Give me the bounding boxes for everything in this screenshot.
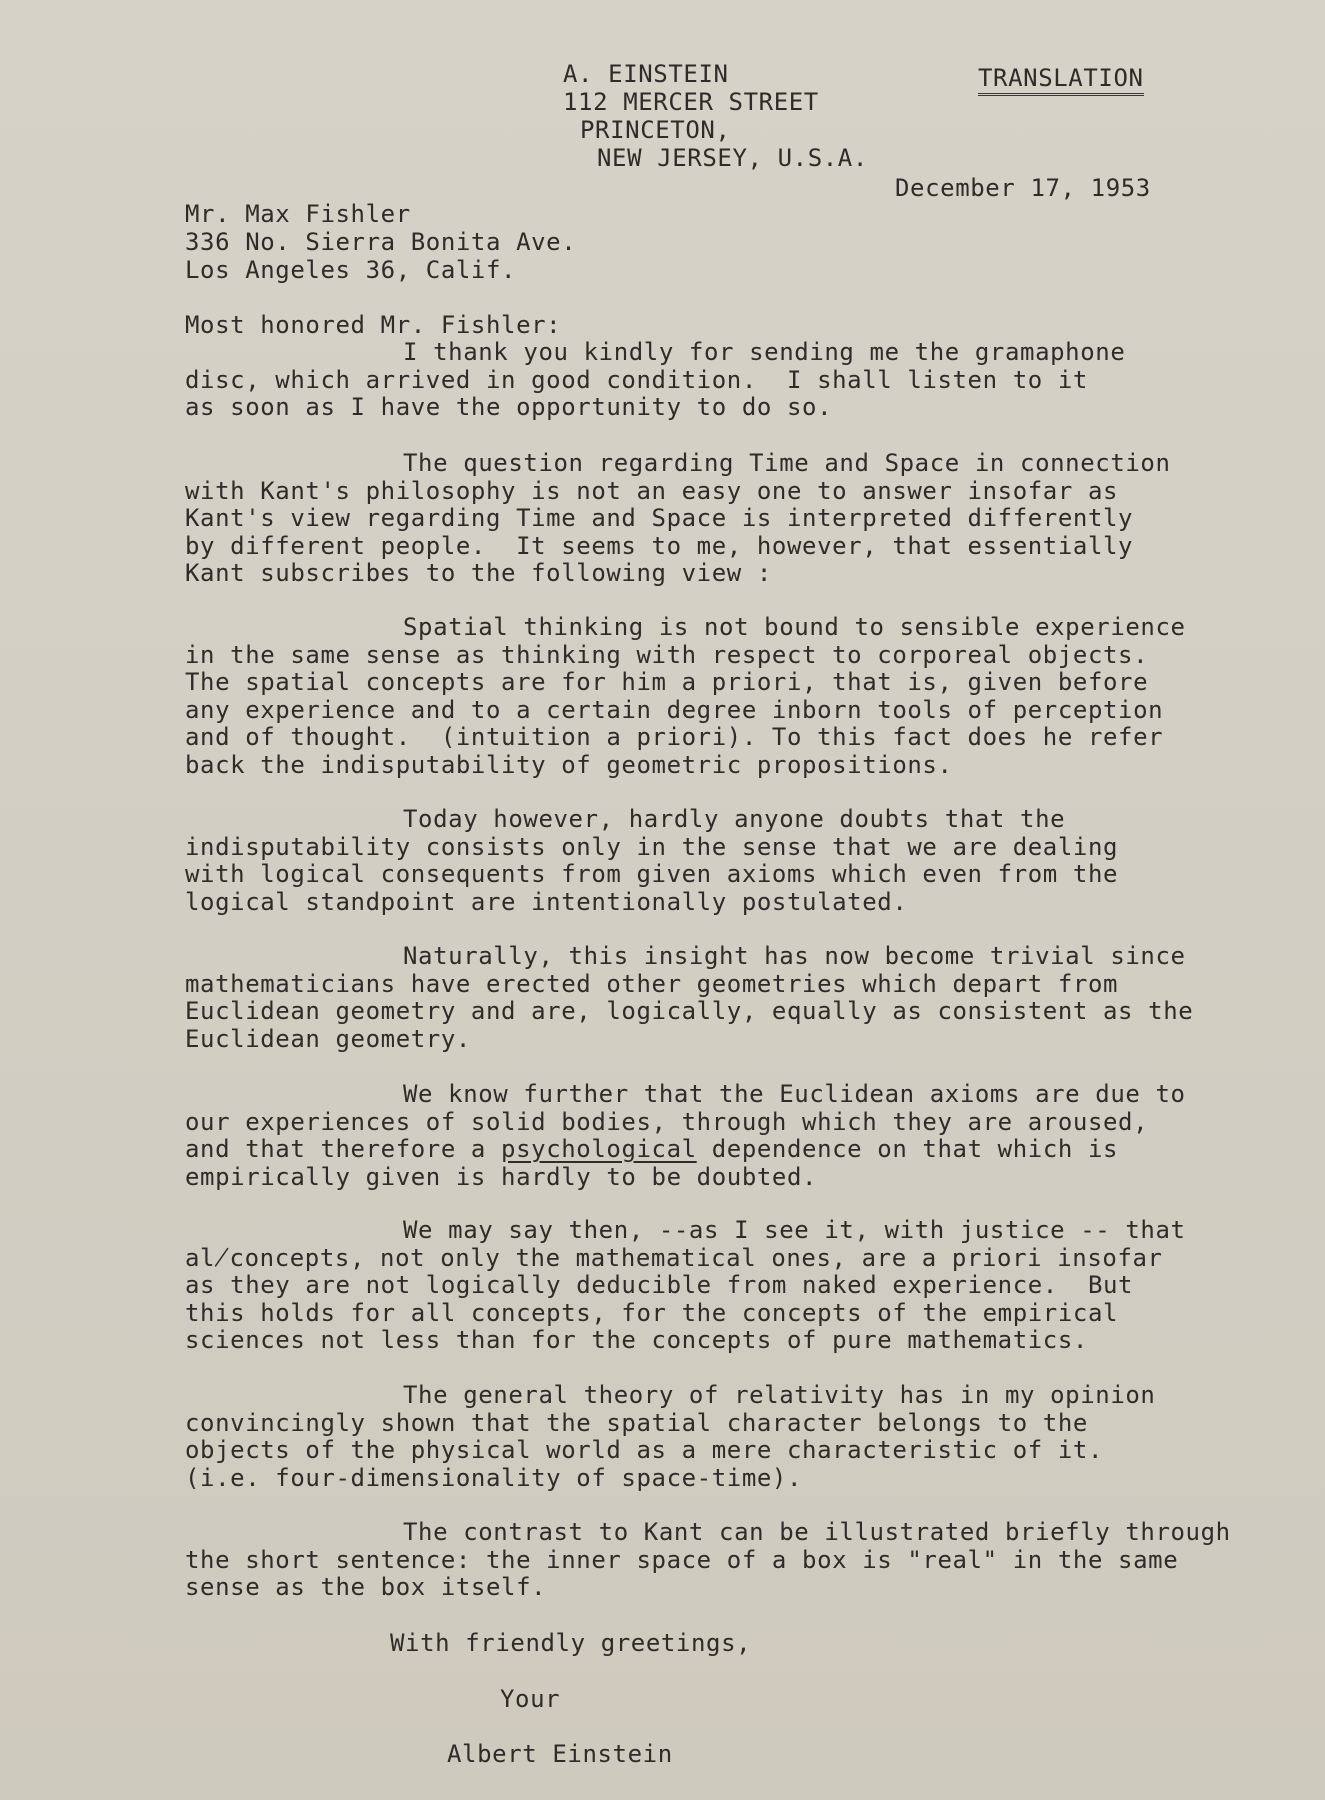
paragraph-8-line-2: convincingly shown that the spatial character belongs to the — [185, 1408, 1088, 1437]
paragraph-9 — [185, 1519, 1305, 1602]
paragraph-1-line-3: as soon as I have the opportunity to do so. — [185, 393, 833, 421]
paragraph-6 — [185, 1081, 1305, 1191]
paragraph-2-line-5: Kant subscribes to the following view : — [185, 559, 772, 587]
paragraph-7-line-3: as they are not logically deducible from naked experience. But — [185, 1271, 1134, 1299]
paragraph-7-line-1: We may say then, --as I see it, with justice -- that — [403, 1216, 1186, 1244]
paragraph-3-line-5: and of thought. (intuition a priori). To this fact does he refer — [185, 723, 1164, 751]
paragraph-3-line-1: Spatial thinking is not bound to sensible experience — [403, 613, 1186, 641]
paragraph-3-line-4: any experience and to a certain degree inborn tools of perception — [185, 695, 1164, 724]
paragraph-5-line-1: Naturally, this insight has now become trivial since — [403, 942, 1186, 970]
paragraph-2-line-1: The question regarding Time and Space in connection — [403, 449, 1171, 477]
letterhead-state: NEW JERSEY, U.S.A. — [597, 144, 868, 172]
paragraph-6-line-4: empirically given is hardly to be doubted. — [185, 1162, 818, 1191]
paragraph-5-line-2: mathematicians have erected other geometries which depart from — [185, 969, 1119, 998]
recipient-address-line1: 336 No. Sierra Bonita Ave. — [185, 228, 577, 256]
paragraph-8 — [185, 1382, 1305, 1492]
paragraph-2-line-3: Kant's view regarding Time and Space is interpreted differently — [185, 504, 1134, 532]
letterhead-name: A. EINSTEIN — [563, 60, 729, 88]
paragraph-7-line-4: this holds for all concepts, for the concepts of the empirical — [185, 1298, 1119, 1327]
paragraph-7-line-2: al̸concepts, not only the mathematical ones, are a priori insofar — [185, 1243, 1163, 1272]
paragraph-2-line-4: by different people. It seems to me, however, that essentially — [185, 531, 1134, 560]
paragraph-3-line-6: back the indisputability of geometric propositions. — [185, 750, 953, 779]
paragraph-8-line-1: The general theory of relativity has in my opinion — [403, 1381, 1156, 1409]
paragraph-1-line-1: I thank you kindly for sending me the gramaphone — [403, 338, 1126, 366]
recipient-address-line2: Los Angeles 36, Calif. — [185, 256, 517, 284]
letter-date: December 17, 1953 — [895, 174, 1151, 202]
paragraph-6-line-3-start: and that therefore a — [185, 1135, 502, 1163]
recipient-name: Mr. Max Fishler — [185, 200, 411, 228]
paragraph-3 — [185, 614, 1305, 779]
paragraph-6-line-1: We know further that the Euclidean axioms are due to — [403, 1080, 1186, 1108]
paragraph-4-line-4: logical standpoint are intentionally postulated. — [185, 887, 908, 916]
paragraph-2-line-2: with Kant's philosophy is not an easy one to answer insofar as — [185, 476, 1119, 505]
letterhead-city: PRINCETON, — [580, 116, 731, 144]
paragraph-7-line-5: sciences not less than for the concepts of pure mathematics. — [185, 1326, 1088, 1354]
paragraph-5-line-4: Euclidean geometry. — [185, 1024, 471, 1053]
closing-greeting: With friendly greetings, — [390, 1629, 752, 1657]
paragraph-1 — [185, 339, 1305, 422]
paragraph-2 — [185, 450, 1305, 588]
translation-mark: TRANSLATION — [978, 64, 1144, 96]
paragraph-5 — [185, 943, 1305, 1053]
salutation: Most honored Mr. Fishler: — [185, 311, 562, 339]
paragraph-5-line-3: Euclidean geometry and are, logically, equally as consistent as the — [185, 997, 1194, 1025]
paragraph-4-line-2: indisputability consists only in the sense that we are dealing — [185, 832, 1119, 861]
paragraph-9-line-2: the short sentence: the inner space of a box is "real" in the same — [185, 1545, 1179, 1574]
paragraph-6-line-3-end: dependence on that which is — [696, 1135, 1119, 1163]
paragraph-3-line-3: The spatial concepts are for him a priori, that is, given before — [185, 668, 1149, 696]
paragraph-3-line-2: in the same sense as thinking with respect to corporeal objects. — [185, 640, 1149, 669]
letterhead-street: 112 MERCER STREET — [563, 88, 819, 116]
signature-name: Albert Einstein — [447, 1740, 673, 1768]
closing-your: Your — [500, 1685, 561, 1713]
paragraph-7 — [185, 1217, 1305, 1355]
paragraph-1-line-2: disc, which arrived in good condition. I shall listen to it — [185, 365, 1088, 394]
paragraph-6-line-2: our experiences of solid bodies, through which they are aroused, — [185, 1107, 1149, 1136]
paragraph-8-line-4: (i.e. four-dimensionality of space-time). — [185, 1463, 803, 1492]
underlined-word-psychological: psychological — [501, 1135, 697, 1163]
paragraph-4 — [185, 806, 1305, 916]
paragraph-8-line-3: objects of the physical world as a mere characteristic of it. — [185, 1436, 1104, 1464]
paragraph-9-line-3: sense as the box itself. — [185, 1573, 547, 1601]
paragraph-4-line-1: Today however, hardly anyone doubts that the — [403, 805, 1066, 833]
paragraph-9-line-1: The contrast to Kant can be illustrated briefly through — [403, 1518, 1231, 1546]
paragraph-4-line-3: with logical consequents from given axioms which even from the — [185, 860, 1119, 888]
